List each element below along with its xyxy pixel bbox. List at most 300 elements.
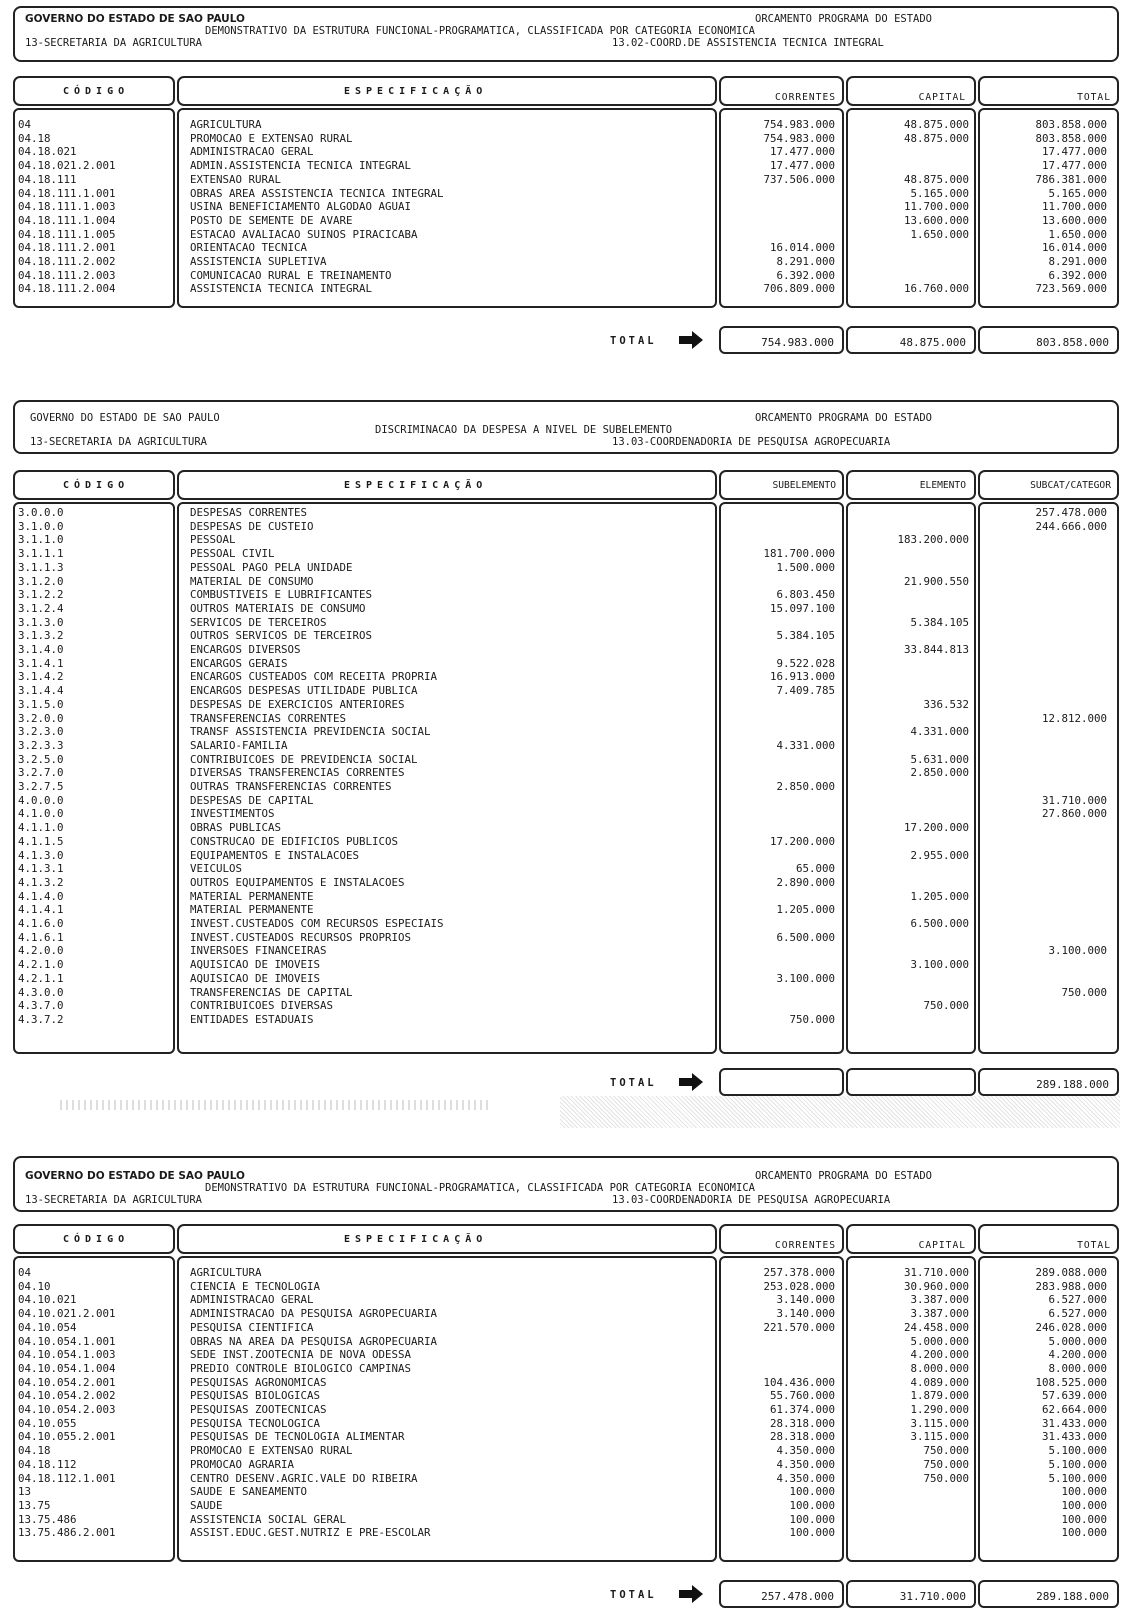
row-specification: AGRICULTURA [190, 1266, 262, 1279]
row-value-3: 5.165.000 [1048, 186, 1107, 200]
row-specification: PESQUISA CIENTIFICA [190, 1320, 314, 1334]
table-row [13, 255, 1119, 269]
col-header-spec: ESPECIFICAÇÃO [177, 1224, 717, 1254]
row-value-1: 104.436.000 [763, 1375, 835, 1389]
row-value-3: 108.525.000 [1035, 1375, 1107, 1389]
table-row [13, 944, 1119, 958]
row-specification: PREDIO CONTROLE BIOLOGICO CAMPINAS [190, 1361, 412, 1375]
header-report-title: DISCRIMINACAO DA DESPESA A NIVEL DE SUBELEMENTO [375, 424, 673, 436]
total-subcat: 289.188.000 [978, 1068, 1119, 1096]
row-value-1: 2.890.000 [776, 875, 835, 889]
table-row [13, 1417, 1119, 1431]
row-value-2: 2.850.000 [910, 766, 969, 780]
row-code: 04.18.111.2.003 [18, 268, 116, 282]
table-row [13, 588, 1119, 602]
row-value-1: 100.000 [789, 1512, 835, 1526]
row-code: 3.1.4.2 [18, 670, 64, 684]
row-value-3: 289.088.000 [1035, 1266, 1107, 1279]
row-specification: ASSISTENCIA SUPLETIVA [190, 255, 327, 268]
row-code: 04.18.111.1.005 [18, 227, 116, 241]
row-value-3: 750.000 [1061, 985, 1107, 999]
row-value-1: 6.803.450 [776, 588, 835, 602]
table-row [13, 739, 1119, 753]
table-row [13, 1348, 1119, 1362]
col-header-total: TOTAL [978, 76, 1119, 106]
table-row [13, 1499, 1119, 1513]
col-header-elemento: ELEMENTO [846, 470, 976, 500]
row-value-3: 13.600.000 [1041, 213, 1107, 227]
row-specification: ORIENTACAO TECNICA [190, 241, 308, 255]
row-value-1: 16.913.000 [769, 670, 835, 684]
total-capital: 31.710.000 [846, 1580, 976, 1608]
total-elemento [846, 1068, 976, 1096]
row-value-1: 754.983.000 [763, 118, 835, 131]
row-value-3: 3.100.000 [1048, 944, 1107, 958]
right-arrow-icon [679, 331, 703, 349]
header-budget-title: ORCAMENTO PROGRAMA DO ESTADO [755, 1170, 933, 1182]
table-row [13, 657, 1119, 671]
row-code: 3.0.0.0 [18, 506, 64, 519]
row-specification: ENCARGOS GERAIS [190, 656, 288, 670]
row-value-2: 11.700.000 [903, 200, 969, 214]
row-code: 04.10.054.1.004 [18, 1361, 116, 1375]
table-row [13, 228, 1119, 242]
row-value-3: 100.000 [1061, 1498, 1107, 1512]
row-code: 04.10.054.1.003 [18, 1348, 116, 1362]
row-value-1: 1.205.000 [776, 903, 835, 917]
row-specification: ADMIN.ASSISTENCIA TECNICA INTEGRAL [190, 159, 412, 173]
row-code: 3.2.7.0 [18, 766, 64, 780]
row-value-2: 5.165.000 [910, 186, 969, 200]
row-value-3: 31.433.000 [1041, 1430, 1107, 1444]
row-value-1: 100.000 [789, 1485, 835, 1499]
row-value-1: 16.014.000 [769, 241, 835, 255]
table-row [13, 520, 1119, 534]
header-secretariat: 13-SECRETARIA DA AGRICULTURA [25, 37, 203, 49]
row-value-1: 5.384.105 [776, 629, 835, 643]
row-value-2: 1.290.000 [910, 1403, 969, 1416]
row-value-1: 55.760.000 [769, 1389, 835, 1403]
row-value-2: 4.200.000 [910, 1348, 969, 1362]
row-value-1: 2.850.000 [776, 780, 835, 793]
row-value-1: 1.500.000 [776, 560, 835, 574]
row-specification: PESSOAL CIVIL [190, 547, 275, 561]
row-value-3: 6.527.000 [1048, 1307, 1107, 1321]
row-code: 3.1.4.0 [18, 643, 64, 656]
table-row [13, 1307, 1119, 1321]
row-code: 3.1.4.1 [18, 656, 64, 670]
row-value-2: 48.875.000 [903, 172, 969, 186]
row-value-1: 3.140.000 [776, 1293, 835, 1307]
row-value-1: 6.392.000 [776, 268, 835, 282]
table-row [13, 132, 1119, 146]
row-value-3: 5.100.000 [1048, 1457, 1107, 1471]
row-value-2: 30.960.000 [903, 1279, 969, 1293]
table-row [13, 794, 1119, 808]
row-code: 4.1.6.0 [18, 917, 64, 930]
table-row [13, 1362, 1119, 1376]
row-code: 04 [18, 118, 32, 131]
row-specification: CIENCIA E TECNOLOGIA [190, 1279, 321, 1293]
row-value-2: 21.900.550 [903, 574, 969, 588]
row-value-1: 61.374.000 [769, 1403, 835, 1416]
section-1-header [13, 6, 1119, 62]
row-value-2: 13.600.000 [903, 213, 969, 227]
row-code: 04.10.054.2.002 [18, 1389, 116, 1403]
total-subelemento [719, 1068, 844, 1096]
row-value-3: 31.710.000 [1041, 793, 1107, 807]
row-value-1: 4.350.000 [776, 1444, 835, 1458]
row-value-2: 183.200.000 [897, 533, 969, 547]
row-value-2: 1.879.000 [910, 1389, 969, 1403]
row-value-2: 750.000 [923, 1444, 969, 1458]
row-code: 4.1.4.1 [18, 903, 64, 917]
row-specification: AGRICULTURA [190, 118, 262, 131]
col-header-code: CÓDIGO [13, 1224, 175, 1254]
row-value-2: 750.000 [923, 1457, 969, 1471]
row-code: 3.2.3.3 [18, 738, 64, 752]
table-row [13, 159, 1119, 173]
table-row [13, 986, 1119, 1000]
row-code: 13.75.486 [18, 1512, 77, 1526]
row-code: 04.18.111.2.004 [18, 282, 116, 296]
table-row [13, 1280, 1119, 1294]
header-secretariat: 13-SECRETARIA DA AGRICULTURA [30, 436, 208, 448]
row-value-3: 100.000 [1061, 1512, 1107, 1526]
row-code: 3.2.0.0 [18, 711, 64, 725]
row-code: 4.1.3.0 [18, 848, 64, 862]
col-header-subcat: SUBCAT/CATEGOR [978, 470, 1119, 500]
table-row [13, 698, 1119, 712]
col-header-subelemento: SUBELEMENTO [719, 470, 844, 500]
row-value-2: 5.631.000 [910, 752, 969, 766]
table-row [13, 241, 1119, 255]
row-specification: EQUIPAMENTOS E INSTALACOES [190, 848, 360, 862]
table-row [13, 145, 1119, 159]
row-value-3: 5.100.000 [1048, 1471, 1107, 1485]
row-value-3: 257.478.000 [1035, 506, 1107, 519]
row-value-3: 62.664.000 [1041, 1403, 1107, 1416]
row-code: 04 [18, 1266, 32, 1279]
row-value-3: 803.858.000 [1035, 118, 1107, 131]
row-code: 4.1.3.1 [18, 862, 64, 876]
row-value-1: 65.000 [795, 862, 835, 876]
table-row [13, 931, 1119, 945]
row-code: 04.10.054.2.001 [18, 1375, 116, 1389]
row-code: 3.1.2.2 [18, 588, 64, 602]
header-unit: 13.03-COORDENADORIA DE PESQUISA AGROPECUARIA [612, 436, 891, 448]
row-code: 3.1.1.1 [18, 547, 64, 561]
total-capital: 48.875.000 [846, 326, 976, 354]
total-correntes: 257.478.000 [719, 1580, 844, 1608]
table-row [13, 670, 1119, 684]
row-value-2: 4.089.000 [910, 1375, 969, 1389]
col-header-code: CÓDIGO [13, 470, 175, 500]
row-specification: OBRAS PUBLICAS [190, 821, 282, 835]
row-value-1: 253.028.000 [763, 1279, 835, 1293]
row-specification: POSTO DE SEMENTE DE AVARE [190, 213, 353, 227]
row-value-2: 4.331.000 [910, 725, 969, 739]
header-report-title: DEMONSTRATIVO DA ESTRUTURA FUNCIONAL-PROGRAMATICA, CLASSIFICADA POR CATEGORIA ECONOMICA [205, 25, 755, 37]
table-row [13, 917, 1119, 931]
row-specification: OBRAS NA AREA DA PESQUISA AGROPECUARIA [190, 1334, 438, 1348]
row-code: 4.2.0.0 [18, 944, 64, 958]
table-row [13, 1293, 1119, 1307]
row-code: 04.10 [18, 1279, 51, 1293]
col-header-spec: ESPECIFICAÇÃO [177, 76, 717, 106]
row-specification: CONSTRUCAO DE EDIFICIOS PUBLICOS [190, 834, 399, 848]
row-value-2: 750.000 [923, 1471, 969, 1485]
row-specification: SALARIO-FAMILIA [190, 738, 288, 752]
table-row [13, 282, 1119, 296]
row-specification: ENCARGOS CUSTEADOS COM RECEITA PROPRIA [190, 670, 438, 684]
scan-noise [560, 1096, 1120, 1128]
row-value-3: 723.569.000 [1035, 282, 1107, 296]
row-code: 04.18.021 [18, 145, 77, 159]
row-value-2: 3.115.000 [910, 1430, 969, 1444]
row-specification: MATERIAL PERMANENTE [190, 903, 314, 917]
row-specification: OBRAS AREA ASSISTENCIA TECNICA INTEGRAL [190, 186, 444, 200]
row-specification: PESSOAL [190, 533, 236, 547]
table-row [13, 903, 1119, 917]
row-value-1: 181.700.000 [763, 547, 835, 561]
row-code: 3.2.5.0 [18, 752, 64, 766]
table-row [13, 506, 1119, 520]
row-specification: OUTRAS TRANSFERENCIAS CORRENTES [190, 780, 392, 793]
row-code: 3.1.1.0 [18, 533, 64, 547]
row-value-2: 48.875.000 [903, 131, 969, 145]
row-value-1: 28.318.000 [769, 1416, 835, 1430]
row-specification: SAUDE E SANEAMENTO [190, 1485, 308, 1499]
table-row [13, 1335, 1119, 1349]
row-value-1: 17.477.000 [769, 145, 835, 159]
row-specification: OUTROS EQUIPAMENTOS E INSTALACOES [190, 875, 405, 889]
header-government: GOVERNO DO ESTADO DE SAO PAULO [30, 412, 220, 424]
table-row [13, 533, 1119, 547]
row-code: 4.1.1.0 [18, 821, 64, 835]
row-value-3: 246.028.000 [1035, 1320, 1107, 1334]
row-value-3: 4.200.000 [1048, 1348, 1107, 1362]
row-specification: ESTACAO AVALIACAO SUINOS PIRACICABA [190, 227, 418, 241]
row-specification: VEICULOS [190, 862, 243, 876]
row-code: 4.1.3.2 [18, 875, 64, 889]
row-value-1: 257.378.000 [763, 1266, 835, 1279]
row-value-1: 17.477.000 [769, 159, 835, 173]
row-value-2: 3.115.000 [910, 1416, 969, 1430]
row-specification: PROMOCAO E EXTENSAO RURAL [190, 1444, 353, 1458]
row-specification: ADMINISTRACAO DA PESQUISA AGROPECUARIA [190, 1307, 438, 1321]
row-code: 13 [18, 1485, 32, 1499]
row-specification: ASSIST.EDUC.GEST.NUTRIZ E PRE-ESCOLAR [190, 1526, 431, 1540]
row-code: 04.18.111.1.001 [18, 186, 116, 200]
row-specification: PESQUISA TECNOLOGICA [190, 1416, 321, 1430]
row-value-2: 31.710.000 [903, 1266, 969, 1279]
table-row [13, 712, 1119, 726]
row-specification: SERVICOS DE TERCEIROS [190, 615, 327, 629]
row-value-1: 15.097.100 [769, 601, 835, 615]
row-value-3: 5.000.000 [1048, 1334, 1107, 1348]
row-value-2: 2.955.000 [910, 848, 969, 862]
row-code: 04.18 [18, 131, 51, 145]
row-specification: ENTIDADES ESTADUAIS [190, 1012, 314, 1026]
table-row [13, 173, 1119, 187]
row-value-2: 5.000.000 [910, 1334, 969, 1348]
table-row [13, 849, 1119, 863]
row-value-1: 17.200.000 [769, 834, 835, 848]
row-value-2: 16.760.000 [903, 282, 969, 296]
table-row [13, 616, 1119, 630]
row-value-3: 6.527.000 [1048, 1293, 1107, 1307]
row-value-3: 8.000.000 [1048, 1361, 1107, 1375]
row-value-2: 5.384.105 [910, 615, 969, 629]
row-code: 13.75.486.2.001 [18, 1526, 116, 1540]
row-value-3: 31.433.000 [1041, 1416, 1107, 1430]
row-specification: PESQUISAS BIOLOGICAS [190, 1389, 321, 1403]
row-code: 04.18.111.2.001 [18, 241, 116, 255]
row-value-1: 100.000 [789, 1526, 835, 1540]
row-value-2: 3.387.000 [910, 1307, 969, 1321]
row-specification: ADMINISTRACAO GERAL [190, 1293, 314, 1307]
section-2-total-bar [13, 1068, 1119, 1098]
row-specification: EXTENSAO RURAL [190, 172, 282, 186]
row-specification: DIVERSAS TRANSFERENCIAS CORRENTES [190, 766, 405, 780]
row-code: 3.1.3.2 [18, 629, 64, 643]
row-value-1: 221.570.000 [763, 1320, 835, 1334]
row-value-3: 16.014.000 [1041, 241, 1107, 255]
header-report-title: DEMONSTRATIVO DA ESTRUTURA FUNCIONAL-PROGRAMATICA, CLASSIFICADA POR CATEGORIA ECONOMICA [205, 1182, 755, 1194]
col-header-capital: CAPITAL [846, 1224, 976, 1254]
section-1-table [13, 76, 1119, 316]
row-value-2: 1.205.000 [910, 889, 969, 903]
row-code: 4.3.0.0 [18, 985, 64, 999]
row-specification: ASSISTENCIA SOCIAL GERAL [190, 1512, 347, 1526]
row-specification: TRANSF ASSISTENCIA PREVIDENCIA SOCIAL [190, 725, 431, 739]
table-row [13, 972, 1119, 986]
row-value-1: 3.140.000 [776, 1307, 835, 1321]
table-row [13, 118, 1119, 132]
row-value-2: 8.000.000 [910, 1361, 969, 1375]
table-row [13, 725, 1119, 739]
table-row [13, 807, 1119, 821]
row-value-2: 24.458.000 [903, 1320, 969, 1334]
row-specification: DESPESAS DE CAPITAL [190, 793, 314, 807]
row-code: 04.10.054.1.001 [18, 1334, 116, 1348]
scan-noise [60, 1100, 490, 1110]
row-value-3: 17.477.000 [1041, 159, 1107, 173]
row-specification: MATERIAL PERMANENTE [190, 889, 314, 903]
row-value-2: 750.000 [923, 999, 969, 1013]
row-value-3: 244.666.000 [1035, 519, 1107, 533]
table-row [13, 1013, 1119, 1027]
row-value-1: 7.409.785 [776, 684, 835, 698]
row-code: 04.10.054 [18, 1320, 77, 1334]
row-value-2: 3.100.000 [910, 958, 969, 972]
row-value-3: 803.858.000 [1035, 131, 1107, 145]
row-specification: INVESTIMENTOS [190, 807, 275, 821]
row-specification: PESQUISAS AGRONOMICAS [190, 1375, 327, 1389]
section-3-header [13, 1156, 1119, 1212]
row-code: 4.0.0.0 [18, 793, 64, 807]
row-code: 13.75 [18, 1498, 51, 1512]
row-value-1: 28.318.000 [769, 1430, 835, 1444]
header-government: GOVERNO DO ESTADO DE SAO PAULO [25, 1170, 245, 1182]
row-value-1: 9.522.028 [776, 656, 835, 670]
row-specification: ENCARGOS DESPESAS UTILIDADE PUBLICA [190, 684, 418, 698]
table-row [13, 1266, 1119, 1280]
row-specification: MATERIAL DE CONSUMO [190, 574, 314, 588]
table-row [13, 684, 1119, 698]
table-row [13, 214, 1119, 228]
row-code: 3.2.3.0 [18, 725, 64, 739]
row-code: 3.1.2.0 [18, 574, 64, 588]
row-code: 3.1.5.0 [18, 697, 64, 711]
row-value-3: 100.000 [1061, 1526, 1107, 1540]
row-code: 04.18 [18, 1444, 51, 1458]
right-arrow-icon [679, 1585, 703, 1603]
row-value-1: 4.350.000 [776, 1457, 835, 1471]
total-label: TOTAL [610, 1077, 657, 1089]
row-code: 3.1.1.3 [18, 560, 64, 574]
row-code: 04.10.021.2.001 [18, 1307, 116, 1321]
row-value-3: 17.477.000 [1041, 145, 1107, 159]
row-code: 4.1.0.0 [18, 807, 64, 821]
section-1-total-bar [13, 326, 1119, 356]
col-header-correntes: CORRENTES [719, 1224, 844, 1254]
row-value-1: 737.506.000 [763, 172, 835, 186]
table-row [13, 643, 1119, 657]
row-specification: INVEST.CUSTEADOS COM RECURSOS ESPECIAIS [190, 917, 444, 930]
table-row [13, 766, 1119, 780]
row-specification: INVEST.CUSTEADOS RECURSOS PROPRIOS [190, 930, 412, 944]
row-specification: COMBUSTIVEIS E LUBRIFICANTES [190, 588, 373, 602]
row-code: 04.18.111.1.003 [18, 200, 116, 214]
row-specification: OUTROS MATERIAIS DE CONSUMO [190, 601, 366, 615]
table-row [13, 575, 1119, 589]
row-value-3: 283.988.000 [1035, 1279, 1107, 1293]
section-2-table [13, 470, 1119, 1055]
table-row [13, 1526, 1119, 1540]
row-code: 3.1.2.4 [18, 601, 64, 615]
row-value-3: 786.381.000 [1035, 172, 1107, 186]
header-budget-title: ORCAMENTO PROGRAMA DO ESTADO [755, 13, 933, 25]
row-code: 3.1.0.0 [18, 519, 64, 533]
row-code: 3.2.7.5 [18, 780, 64, 793]
row-value-2: 336.532 [923, 697, 969, 711]
table-row [13, 958, 1119, 972]
section-2-header [13, 400, 1119, 454]
table-row [13, 1389, 1119, 1403]
row-code: 3.1.3.0 [18, 615, 64, 629]
row-code: 04.18.111.2.002 [18, 255, 116, 268]
header-government: GOVERNO DO ESTADO DE SAO PAULO [25, 13, 245, 25]
row-specification: SAUDE [190, 1498, 223, 1512]
row-value-3: 5.100.000 [1048, 1444, 1107, 1458]
row-code: 04.10.021 [18, 1293, 77, 1307]
row-code: 4.3.7.2 [18, 1012, 64, 1026]
row-value-3: 8.291.000 [1048, 255, 1107, 268]
row-value-1: 706.809.000 [763, 282, 835, 296]
row-code: 3.1.4.4 [18, 684, 64, 698]
row-code: 04.10.055 [18, 1416, 77, 1430]
row-value-3: 1.650.000 [1048, 227, 1107, 241]
section-3-table [13, 1224, 1119, 1564]
col-header-code: CÓDIGO [13, 76, 175, 106]
row-value-3: 57.639.000 [1041, 1389, 1107, 1403]
row-code: 04.18.021.2.001 [18, 159, 116, 173]
row-specification: DESPESAS DE EXERCICIOS ANTERIORES [190, 697, 405, 711]
table-row [13, 876, 1119, 890]
col-header-spec: ESPECIFICAÇÃO [177, 470, 717, 500]
